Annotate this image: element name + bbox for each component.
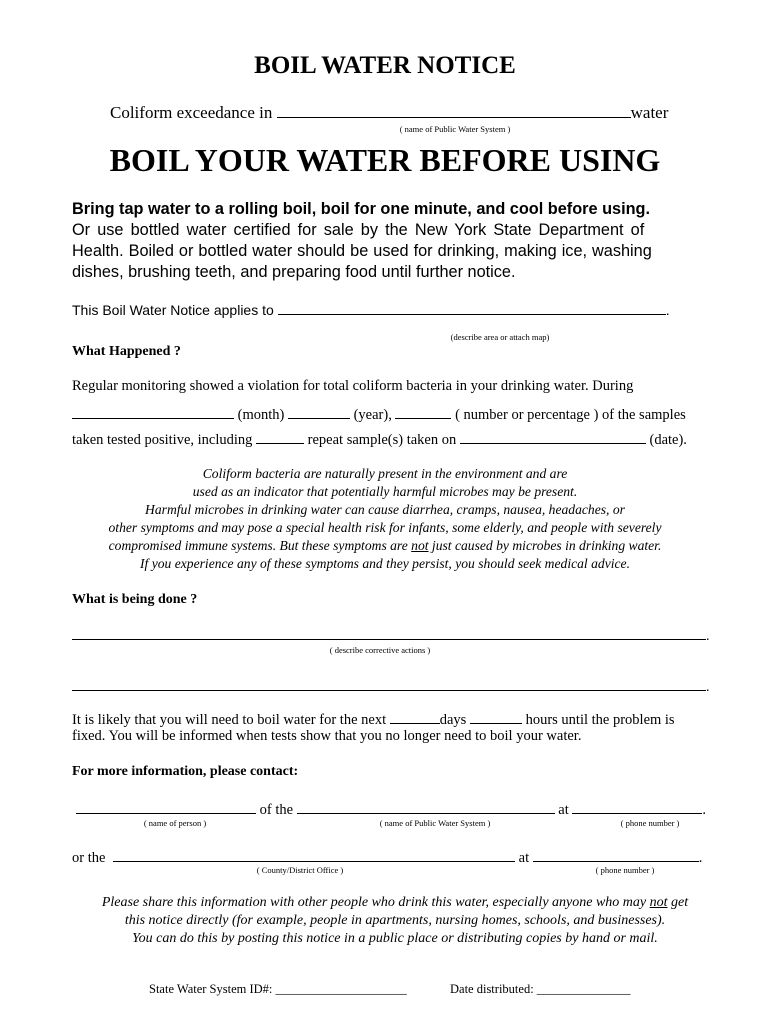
period: . [665, 302, 670, 318]
at-label: at [558, 802, 569, 818]
instruction-line: Health. Boiled or bottled water should be used for drinking, making ice, washing [72, 242, 652, 260]
instruction-bold: Bring tap water to a rolling boil, boil for one minute, and cool before using. [72, 200, 651, 218]
area-caption: (describe area or attach map) [450, 332, 550, 342]
instruction-line: Or use bottled water certified for sale by the New York State Department of [72, 221, 645, 239]
duration-line-2: fixed. You will be informed when tests show that you no longer need to boil your water. [72, 728, 582, 744]
date-distributed: Date distributed: _______________ [450, 982, 631, 996]
page-title: BOIL WATER NOTICE [254, 52, 516, 79]
contact-line-1 [76, 799, 706, 819]
month-field[interactable] [72, 404, 234, 419]
health-text: just caused by microbes in drinking water. [428, 538, 662, 553]
share-text: Please share this information with other people who drink this water, especially anyone who may [101, 895, 650, 910]
period: . [702, 802, 707, 818]
phone-caption: ( phone number ) [595, 865, 655, 875]
duration-line [72, 709, 675, 729]
repeat-label: repeat sample(s) taken on [307, 432, 457, 448]
health-text: compromised immune systems. But these symptoms are [108, 538, 412, 553]
at-label: at [518, 850, 530, 866]
tested-label: taken tested positive, including [72, 432, 253, 448]
hours-label: hours until the problem is [525, 712, 675, 728]
share-line [0, 895, 770, 911]
days-label: days [439, 712, 467, 728]
health-emphasis: not [411, 538, 429, 553]
health-line: If you experience any of these symptoms and they persist, you should seek medical advice. [140, 556, 630, 571]
contact-line-2 [72, 847, 702, 867]
number-field[interactable] [395, 404, 451, 419]
tested-line [72, 429, 687, 449]
health-line: used as an indicator that potentially harmful microbes may be present. [192, 484, 578, 499]
period: . [706, 629, 710, 644]
county-phone-field[interactable] [533, 847, 699, 862]
period: . [698, 850, 703, 866]
days-field[interactable] [390, 709, 440, 724]
year-field[interactable] [288, 404, 350, 419]
instruction-line: dishes, brushing teeth, and preparing food until further notice. [72, 263, 516, 281]
health-line: other symptoms and may pose a special health risk for infants, some elderly, and people with severely [108, 520, 662, 535]
corrective-line-1 [72, 625, 710, 645]
monitoring-line: Regular monitoring showed a violation for total coliform bacteria in your drinking water. During [72, 378, 634, 394]
month-label: (month) [237, 407, 285, 423]
duration-text: It is likely that you will need to boil water for the next [72, 712, 387, 728]
system-id: State Water System ID#: _____________________ [149, 982, 407, 996]
corrective-action-field[interactable] [72, 676, 706, 691]
year-label: (year), [353, 407, 392, 423]
what-happened-heading: What Happened ? [72, 344, 181, 359]
share-line: this notice directly (for example, people in apartments, nursing homes, schools, and businesses). [124, 913, 666, 928]
pws-caption: ( name of Public Water System ) [399, 124, 511, 134]
corrective-line-2 [72, 676, 710, 696]
area-field[interactable] [278, 300, 666, 315]
of-the-label: of the [259, 802, 294, 818]
contact-phone-field[interactable] [572, 799, 702, 814]
coliform-suffix: water [630, 103, 669, 122]
share-emphasis: not [649, 895, 668, 910]
contact-heading: For more information, please contact: [72, 764, 299, 779]
applies-line [72, 300, 670, 318]
applies-label: This Boil Water Notice applies to [72, 302, 274, 318]
pws-caption: ( name of Public Water System ) [379, 818, 491, 828]
pws-name-field[interactable] [277, 103, 631, 118]
county-caption: ( County/District Office ) [256, 865, 344, 875]
coliform-prefix: Coliform exceedance in [110, 103, 273, 122]
headline: BOIL YOUR WATER BEFORE USING [109, 142, 661, 178]
health-line: Harmful microbes in drinking water can cause diarrhea, cramps, nausea, headaches, or [145, 502, 625, 517]
health-line: Coliform bacteria are naturally present in the environment and are [202, 466, 568, 481]
date-field[interactable] [460, 429, 646, 444]
being-done-heading: What is being done ? [72, 592, 198, 607]
period: . [706, 680, 710, 695]
date-label: (date). [649, 432, 687, 448]
share-text: get [667, 895, 689, 910]
month-year-line [72, 404, 686, 424]
contact-name-field[interactable] [76, 799, 256, 814]
share-line: You can do this by posting this notice in a public place or distributing copies by hand or mail. [132, 931, 658, 946]
phone-caption: ( phone number ) [620, 818, 680, 828]
corrective-caption: ( describe corrective actions ) [329, 645, 431, 655]
hours-field[interactable] [470, 709, 522, 724]
county-office-field[interactable] [113, 847, 515, 862]
number-label: ( number or percentage ) of the samples [455, 407, 686, 423]
corrective-action-field[interactable] [72, 625, 706, 640]
name-caption: ( name of person ) [143, 818, 207, 828]
coliform-line [110, 103, 668, 123]
contact-pws-field[interactable] [297, 799, 555, 814]
or-the-label: or the [72, 850, 106, 866]
repeat-count-field[interactable] [256, 429, 304, 444]
health-line [0, 538, 770, 554]
